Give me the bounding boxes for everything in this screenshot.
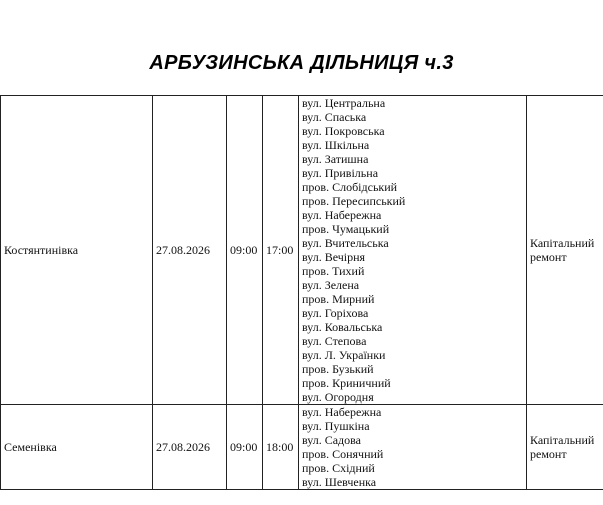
street-item: вул. Огородня xyxy=(302,390,374,404)
street-item: вул. Шкільна xyxy=(302,138,370,152)
date-cell: 27.08.2026 xyxy=(153,405,227,490)
street-item: вул. Покровська xyxy=(302,124,385,138)
street-item: вул. Затишна xyxy=(302,152,369,166)
outage-schedule-table xyxy=(0,95,603,490)
streets-cell xyxy=(299,96,527,405)
time-from-cell: 09:00 xyxy=(227,96,263,405)
street-item: вул. Спаська xyxy=(302,110,367,124)
street-item: вул. Набережна xyxy=(302,405,382,419)
page-title: АРБУЗИНСЬКА ДІЛЬНИЦЯ ч.3 xyxy=(149,52,454,74)
street-item: вул. Зелена xyxy=(302,278,360,292)
street-item: вул. Центральна xyxy=(302,96,386,110)
reason-line: ремонт xyxy=(530,447,567,461)
table-row xyxy=(1,96,603,405)
street-item: вул. Вчительська xyxy=(302,236,389,250)
street-item: пров. Слобідський xyxy=(302,180,398,194)
street-item: пров. Сонячний xyxy=(302,447,384,461)
reason-line: Капітальний xyxy=(530,433,595,447)
reason-cell xyxy=(527,405,603,490)
street-item: пров. Криничний xyxy=(302,376,391,390)
settlement-cell: Костянтинівка xyxy=(1,96,153,405)
street-item: вул. Степова xyxy=(302,334,367,348)
street-item: пров. Пересипський xyxy=(302,194,406,208)
street-item: пров. Тихий xyxy=(302,264,365,278)
street-item: пров. Східний xyxy=(302,461,375,475)
street-item: вул. Л. Українки xyxy=(302,348,386,362)
street-item: вул. Пушкіна xyxy=(302,419,370,433)
street-item: вул. Садова xyxy=(302,433,361,447)
street-item: вул. Шевченка xyxy=(302,475,377,489)
reason-cell xyxy=(527,96,603,405)
streets-cell xyxy=(299,405,527,490)
reason-line: Капітальний xyxy=(530,236,595,250)
time-to-cell: 18:00 xyxy=(263,405,299,490)
street-item: вул. Набережна xyxy=(302,208,382,222)
table-row xyxy=(1,405,603,490)
settlement-cell: Семенівка xyxy=(1,405,153,490)
street-item: вул. Ковальська xyxy=(302,320,383,334)
street-item: пров. Чумацький xyxy=(302,222,390,236)
street-item: вул. Горіхова xyxy=(302,306,369,320)
time-to-cell: 17:00 xyxy=(263,96,299,405)
time-from-cell: 09:00 xyxy=(227,405,263,490)
street-item: вул. Привільна xyxy=(302,166,379,180)
reason-line: ремонт xyxy=(530,250,567,264)
street-item: пров. Бузький xyxy=(302,362,374,376)
street-item: вул. Вечірня xyxy=(302,250,366,264)
date-cell: 27.08.2026 xyxy=(153,96,227,405)
street-item: пров. Мирний xyxy=(302,292,375,306)
